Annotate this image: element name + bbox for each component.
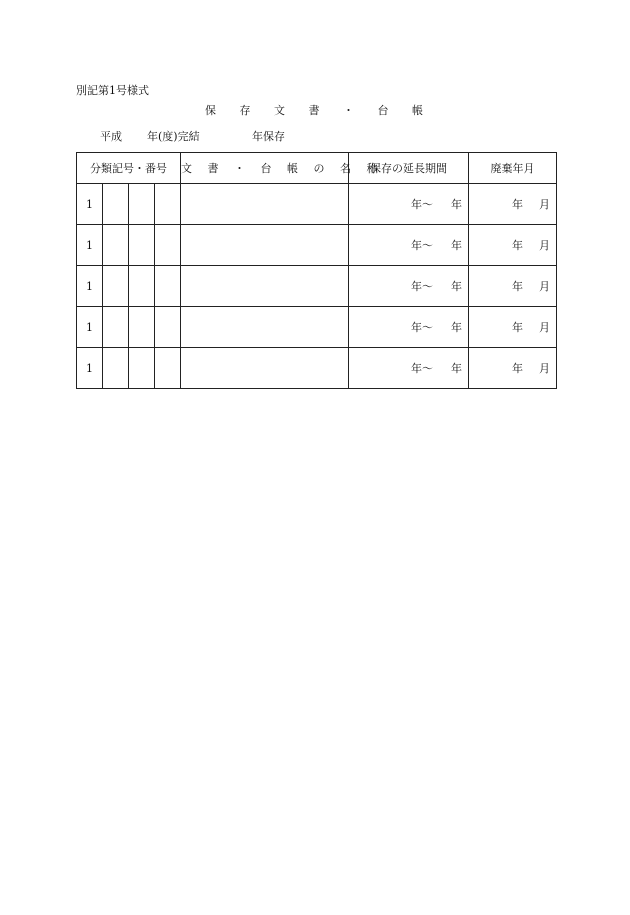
classification-code-cell[interactable]: 1 <box>77 307 103 348</box>
classification-code-cell[interactable] <box>129 184 155 225</box>
disposal-date-cell[interactable] <box>469 266 557 307</box>
register-table <box>76 152 557 389</box>
name-header: 文 書 ・ 台 帳 の 名 称 <box>181 153 349 184</box>
classification-code-cell[interactable] <box>129 348 155 389</box>
document-name-cell[interactable] <box>181 225 349 266</box>
table-row <box>77 266 557 307</box>
extension-period-cell[interactable] <box>349 348 469 389</box>
disposal-date-cell[interactable] <box>469 348 557 389</box>
fiscal-year-label: 年(度)完結 <box>147 130 200 143</box>
table-row <box>77 348 557 389</box>
table-row <box>77 307 557 348</box>
classification-code-cell[interactable] <box>155 225 181 266</box>
extension-period-cell[interactable] <box>349 184 469 225</box>
classification-code-cell[interactable]: 1 <box>77 266 103 307</box>
disposal-date-cell[interactable] <box>469 225 557 266</box>
disposal-date-cell[interactable] <box>469 307 557 348</box>
classification-code-cell[interactable] <box>103 307 129 348</box>
document-name-cell[interactable] <box>181 184 349 225</box>
classification-code-cell[interactable] <box>103 225 129 266</box>
classification-header: 分類記号・番号 <box>77 153 181 184</box>
document-title: 保 存 文 書 ・ 台 帳 <box>205 104 433 117</box>
disposal-month: 月 <box>539 198 550 211</box>
extension-from: 年〜 <box>411 362 433 375</box>
table-row <box>77 225 557 266</box>
extension-to: 年 <box>451 198 462 211</box>
disposal-year: 年 <box>512 239 523 252</box>
document-name-cell[interactable] <box>181 266 349 307</box>
disposal-year: 年 <box>512 321 523 334</box>
classification-code-cell[interactable] <box>103 184 129 225</box>
extension-period-cell[interactable] <box>349 307 469 348</box>
disposal-month: 月 <box>539 239 550 252</box>
disposal-header: 廃棄年月 <box>469 153 557 184</box>
extension-to: 年 <box>451 362 462 375</box>
disposal-year: 年 <box>512 280 523 293</box>
document-name-cell[interactable] <box>181 348 349 389</box>
classification-code-cell[interactable]: 1 <box>77 225 103 266</box>
classification-code-cell[interactable] <box>103 348 129 389</box>
classification-code-cell[interactable] <box>129 307 155 348</box>
retention-label: 年保存 <box>252 130 285 143</box>
disposal-year: 年 <box>512 362 523 375</box>
era-label: 平成 <box>100 130 122 143</box>
extension-period-cell[interactable] <box>349 266 469 307</box>
extension-to: 年 <box>451 239 462 252</box>
extension-period-cell[interactable] <box>349 225 469 266</box>
classification-code-cell[interactable] <box>129 266 155 307</box>
disposal-date-cell[interactable] <box>469 184 557 225</box>
disposal-month: 月 <box>539 362 550 375</box>
extension-from: 年〜 <box>411 280 433 293</box>
extension-from: 年〜 <box>411 321 433 334</box>
classification-code-cell[interactable]: 1 <box>77 184 103 225</box>
extension-from: 年〜 <box>411 198 433 211</box>
header-row <box>77 153 557 184</box>
classification-code-cell[interactable] <box>155 348 181 389</box>
form-label: 別記第1号様式 <box>76 84 149 97</box>
classification-code-cell[interactable] <box>129 225 155 266</box>
classification-code-cell[interactable] <box>103 266 129 307</box>
disposal-month: 月 <box>539 321 550 334</box>
classification-code-cell[interactable] <box>155 184 181 225</box>
classification-code-cell[interactable]: 1 <box>77 348 103 389</box>
extension-to: 年 <box>451 321 462 334</box>
disposal-year: 年 <box>512 198 523 211</box>
classification-code-cell[interactable] <box>155 266 181 307</box>
extension-to: 年 <box>451 280 462 293</box>
extension-header: 保存の延長期間 <box>349 153 469 184</box>
extension-from: 年〜 <box>411 239 433 252</box>
classification-code-cell[interactable] <box>155 307 181 348</box>
disposal-month: 月 <box>539 280 550 293</box>
table-row <box>77 184 557 225</box>
document-name-cell[interactable] <box>181 307 349 348</box>
